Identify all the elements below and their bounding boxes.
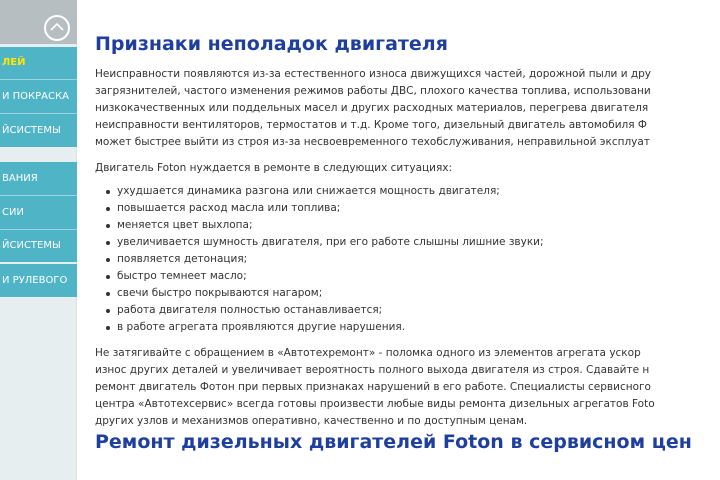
symptom-list: [103, 183, 544, 336]
sidebar: [0, 0, 77, 480]
sidebar-item-4[interactable]: СИИ: [0, 196, 77, 229]
intro-line-0: Неисправности появляются из-за естественного износа движущихся частей, дорожной пыли и дру: [95, 68, 652, 80]
main-content: [95, 0, 720, 480]
closing-line-4: других узлов и механизмов оперативно, качественно и по доступным ценам.: [95, 415, 528, 427]
list-item: свечи быстро покрываются нагаром;: [103, 285, 544, 302]
sidebar-item-2[interactable]: ЙСИСТЕМЫ: [0, 114, 77, 147]
list-item: работа двигателя полностью останавливается;: [103, 302, 544, 319]
closing-line-3: центра «Автотехсервис» всегда готовы произвести любые виды ремонта дизельных агрегатов Foto: [95, 398, 655, 410]
sidebar-item-0[interactable]: ЛЕЙ: [0, 47, 77, 79]
closing-line-0: Не затягивайте с обращением в «Автотехремонт» - поломка одного из элементов агрегата ускор: [95, 347, 641, 359]
intro-line-3: неисправности вентиляторов, термостатов и т.д. Кроме того, дизельный двигатель автомобиля Ф: [95, 119, 647, 131]
sidebar-item-3[interactable]: ВАНИЯ: [0, 162, 77, 195]
sidebar-header: [0, 0, 77, 44]
intro-line-1: загрязнителей, частого изменения режимов работы ДВС, плохого качества топлива, использовани: [95, 85, 651, 97]
intro-line-2: низкокачественных или поддельных масел и других расходных материалов, перегрева двигателя: [95, 102, 649, 114]
sidebar-item-1[interactable]: И ПОКРАСКА: [0, 80, 77, 113]
list-item: появляется детонация;: [103, 251, 544, 268]
closing-line-2: ремонт двигатель Фотон при первых признаках нарушений в его работе. Специалисты сервисного: [95, 381, 651, 393]
page-title: Признаки неполадок двигателя: [95, 33, 448, 55]
list-item: меняется цвет выхлопа;: [103, 217, 544, 234]
list-item: повышается расход масла или топлива;: [103, 200, 544, 217]
chevron-up-icon: [50, 22, 64, 32]
situations-intro: Двигатель Foton нуждается в ремонте в следующих ситуациях:: [95, 162, 453, 174]
collapse-menu-button[interactable]: [44, 15, 70, 41]
sidebar-item-5[interactable]: ЙСИСТЕМЫ: [0, 230, 77, 262]
sidebar-item-6[interactable]: И РУЛЕВОГО: [0, 264, 77, 297]
list-item: увеличивается шумность двигателя, при его работе слышны лишние звуки;: [103, 234, 544, 251]
list-item: быстро темнеет масло;: [103, 268, 544, 285]
list-item: в работе агрегата проявляются другие нарушения.: [103, 319, 544, 336]
section-title: Ремонт дизельных двигателей Foton в сервисном цен: [95, 431, 692, 453]
intro-line-4: может быстрее выйти из строя из-за несвоевременного техобслуживания, неправильной эксплуат: [95, 136, 650, 148]
list-item: ухудшается динамика разгона или снижается мощность двигателя;: [103, 183, 544, 200]
closing-line-1: износ других деталей и увеличивает вероятность полного выхода двигателя из строя. Сдавайте н: [95, 364, 650, 376]
